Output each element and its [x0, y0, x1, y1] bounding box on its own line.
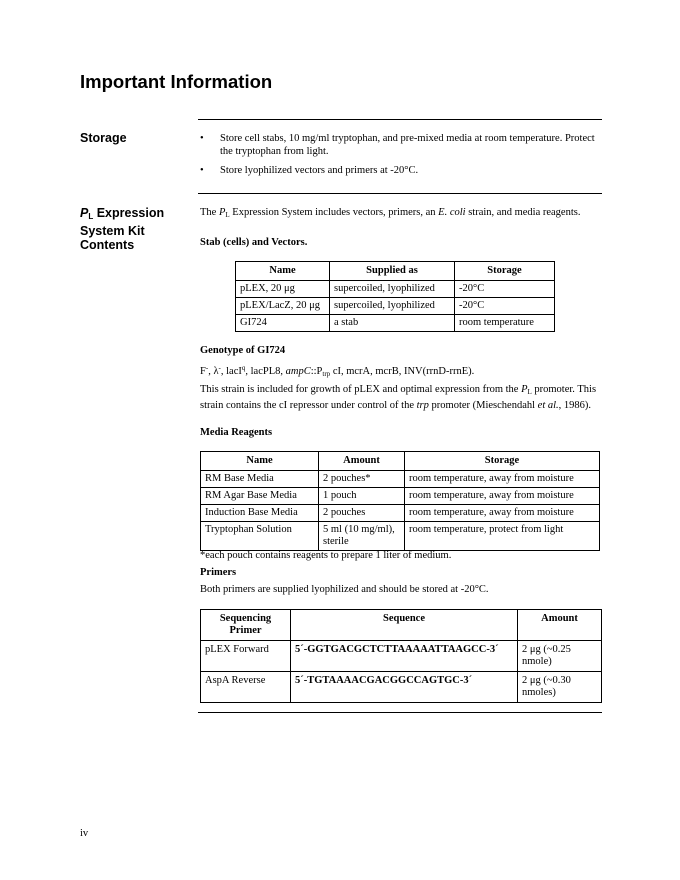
table-row: pLEX Forward 5´-GGTGACGCTCTTAAAAATTAAGCC-3´ 2 μg (~0.25 nmole) [201, 641, 602, 672]
table-header: Sequence [291, 610, 518, 641]
table-header: Name [236, 262, 330, 281]
strain-description: This strain is included for growth of pLEX and optimal expression from the $P_L$ promoter. This strain contains the cI repressor under control of the trp promoter (Mieschendahl et al., 1986). [200, 384, 597, 411]
table-row: AspA Reverse 5´-TGTAAAACGACGGCCAGTGC-3´ 2 μg (~0.30 nmoles) [201, 672, 602, 703]
table-header: Name [201, 452, 319, 471]
page-title: Important Information [80, 71, 273, 92]
kit-intro: The $P_L$ Expression System includes vectors, primers, an E. coli strain, and media reagents. [200, 207, 581, 219]
table-header: Storage [455, 262, 555, 281]
media-footnote: *each pouch contains reagents to prepare 1 liter of medium. [200, 550, 452, 561]
table-header: Amount [518, 610, 602, 641]
media-reagents-table [200, 451, 600, 551]
stab-heading: Stab (cells) and Vectors. [200, 237, 308, 248]
table-row: RM Base Media 2 pouches* room temperature, away from moisture [201, 471, 600, 488]
genotype-heading: Genotype of GI724 [200, 345, 286, 356]
table-header: Amount [319, 452, 405, 471]
table-header: Supplied as [330, 262, 455, 281]
kit-contents-label: $P_L$ Expression System Kit Contents [80, 206, 165, 252]
table-row: Tryptophan Solution 5 ml (10 mg/ml), sterile room temperature, protect from light [201, 522, 600, 551]
divider [198, 119, 602, 120]
list-item: • Store cell stabs, 10 mg/ml tryptophan, and pre-mixed media at room temperature. Protect the tryptophan from light. [200, 132, 600, 158]
table-header: Sequencing Primer [201, 610, 291, 641]
list-item: • Store lyophilized vectors and primers at -20°C. [200, 164, 600, 177]
primers-heading: Primers [200, 567, 237, 578]
divider [198, 193, 602, 194]
table-row: RM Agar Base Media 1 pouch room temperature, away from moisture [201, 488, 600, 505]
storage-bullet-2: Store lyophilized vectors and primers at -20°C. [220, 165, 419, 176]
primers-text: Both primers are supplied lyophilized and should be stored at -20°C. [200, 584, 489, 595]
table-row: pLEX, 20 μg supercoiled, lyophilized -20°C [236, 281, 555, 298]
table-row: GI724 a stab room temperature [236, 315, 555, 332]
divider [198, 712, 602, 713]
storage-label: Storage [80, 131, 127, 145]
table-row: Induction Base Media 2 pouches room temperature, away from moisture [201, 505, 600, 522]
storage-bullet-1: Store cell stabs, 10 mg/ml tryptophan, and pre-mixed media at room temperature. Protect the tryptophan from light. [220, 133, 595, 157]
media-heading: Media Reagents [200, 427, 273, 438]
table-header: Storage [405, 452, 600, 471]
table-row: pLEX/LacZ, 20 μg supercoiled, lyophilized -20°C [236, 298, 555, 315]
genotype-text: F-, λ-, lacI$^q$, lacPL8, $ampC::P_{trp}$ cI, mcrA, mcrB, INV(rrnD-rrnE). [200, 364, 475, 378]
page-number: iv [80, 828, 89, 839]
stab-vectors-table [235, 261, 555, 332]
primers-table [200, 609, 602, 703]
